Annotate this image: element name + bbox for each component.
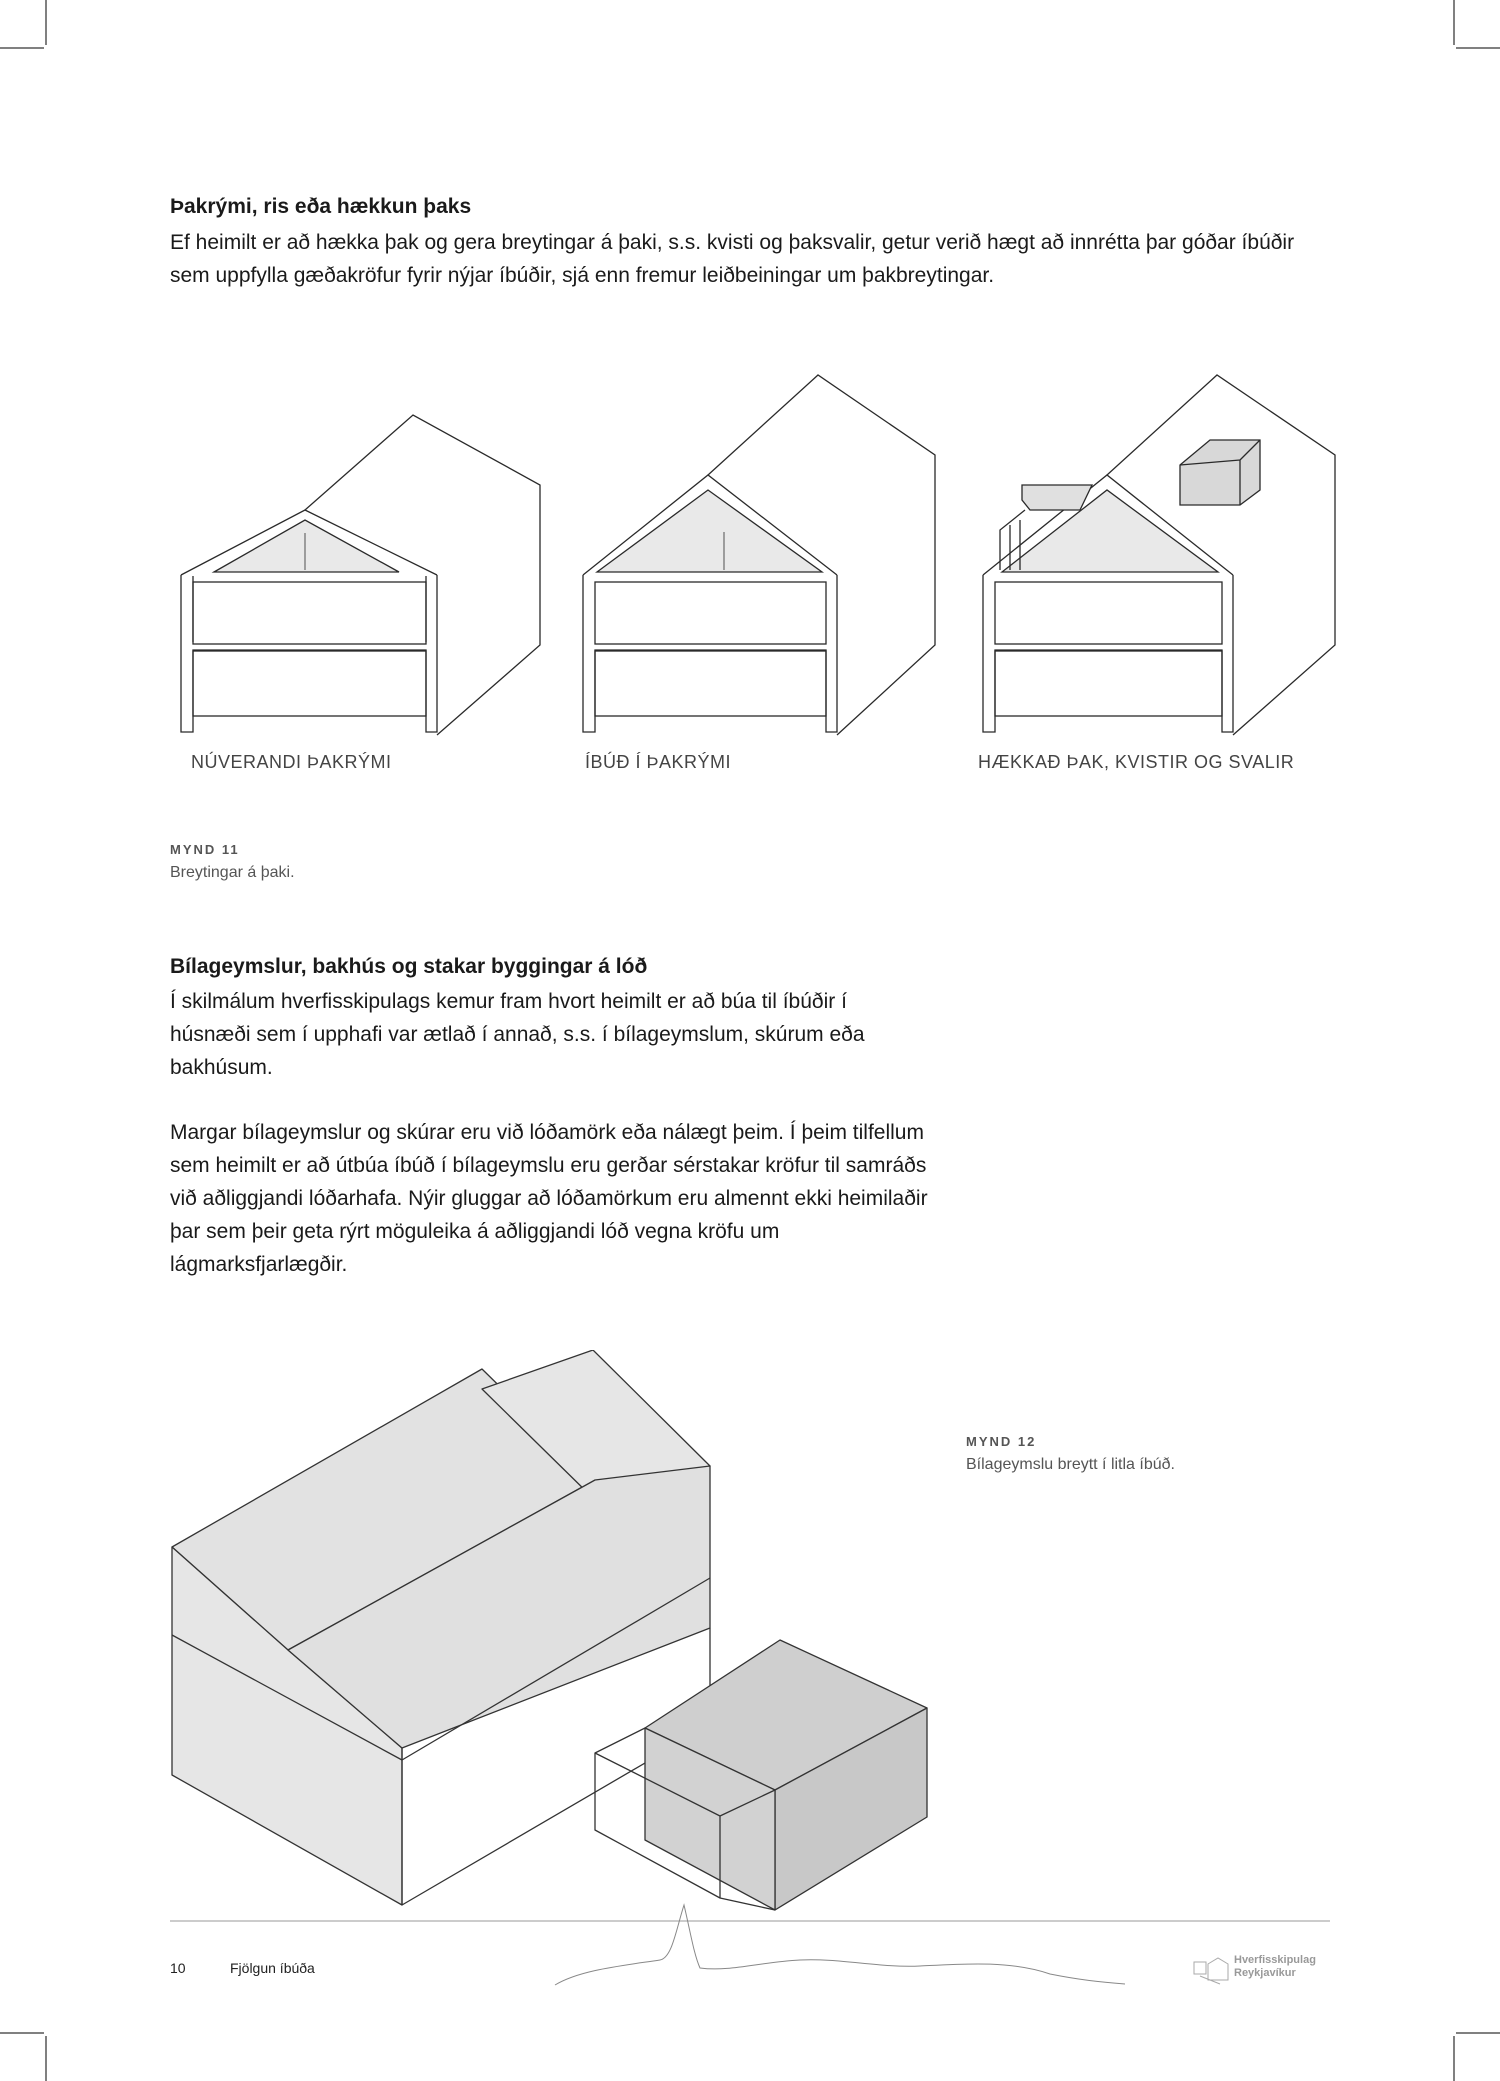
logo-icon bbox=[1190, 1950, 1232, 1988]
figure12-diagram bbox=[0, 1350, 1500, 1950]
logo-text-line2: Reykjavíkur bbox=[1234, 1967, 1296, 1979]
section1-body: Ef heimilt er að hækka þak og gera breytingar á þaki, s.s. kvisti og þaksvalir, getur verið hægt að innrétta þar góðar íbúðir sem uppfylla gæðakröfur fyrir nýjar íbúðir, sjá enn fremur leiðbeiningar um þakbreytingar. bbox=[170, 231, 1295, 287]
garage bbox=[595, 1640, 927, 1910]
house-attic-apartment bbox=[583, 375, 935, 735]
logo-text-line1: Hverfisskipulag bbox=[1234, 1954, 1316, 1966]
section2-para1: Í skilmálum hverfisskipulags kemur fram hvort heimilt er að búa til íbúðir í húsnæði sem í upphafi var ætlað í annað, s.s. í bílageymslum, skúrum eða bakhúsum. bbox=[170, 990, 865, 1079]
figure11-caption: Breytingar á þaki. bbox=[170, 864, 295, 881]
footer-page-number: 10 bbox=[170, 1960, 186, 1976]
figure11-label-attic-apartment: ÍBÚÐ Í ÞAKRÝMI bbox=[585, 752, 732, 772]
figure11-diagrams bbox=[0, 360, 1500, 760]
main-house bbox=[172, 1350, 710, 1905]
house-existing-attic bbox=[181, 415, 540, 735]
section2-para2: Margar bílageymslur og skúrar eru við lóðamörk eða nálægt þeim. Í þeim tilfellum sem heimilt er að útbúa íbúð í bílageymslu eru gerðar sérstakar kröfur til samráðs við aðliggjandi lóðarhafa. Nýir gluggar að lóðamörkum eru almennt ekki heimilaðir þar sem þeir geta rýrt möguleika á aðliggjandi lóð vegna kröfu um lágmarksfjarlægðir. bbox=[170, 1121, 928, 1276]
section2-heading: Bílageymslur, bakhús og stakar byggingar á lóð bbox=[170, 955, 648, 978]
footer-section-title: Fjölgun íbúða bbox=[230, 1960, 315, 1976]
figure12-caption: Bílageymslu breytt í litla íbúð. bbox=[966, 1456, 1175, 1473]
figure11-number: MYND 11 bbox=[170, 842, 240, 857]
house-raised-roof-dormers bbox=[983, 375, 1335, 735]
figure11-label-existing: NÚVERANDI ÞAKRÝMI bbox=[191, 752, 392, 772]
footer-logo bbox=[1190, 1950, 1330, 1990]
figure11-label-raised-roof: HÆKKAÐ ÞAK, KVISTIR OG SVALIR bbox=[978, 752, 1295, 772]
figure12-number: MYND 12 bbox=[966, 1434, 1037, 1449]
section1-heading: Þakrými, ris eða hækkun þaks bbox=[170, 195, 472, 218]
